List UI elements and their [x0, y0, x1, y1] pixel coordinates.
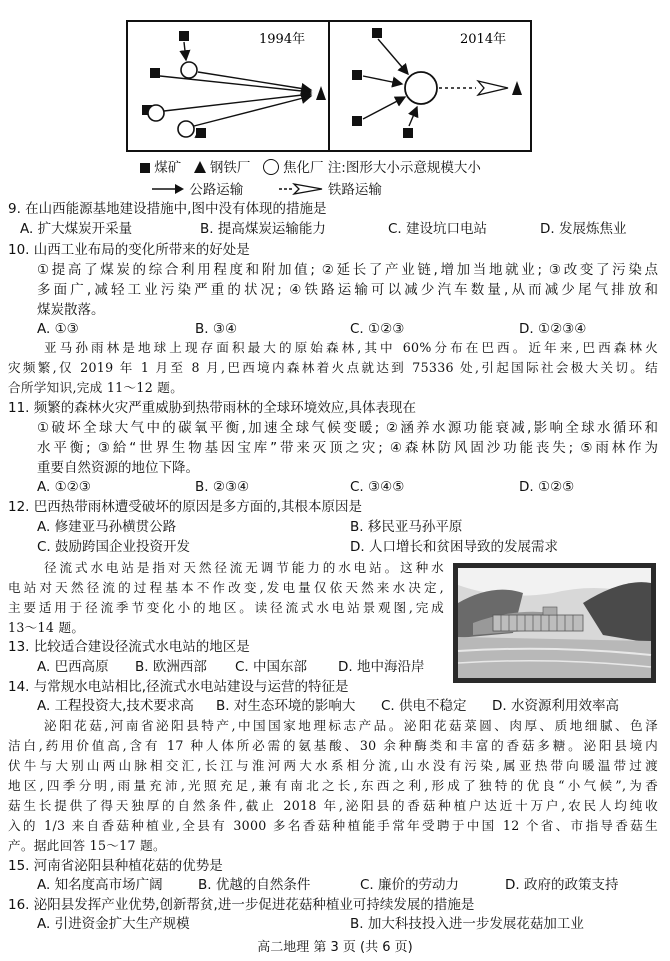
passage2-line2: 电站对天然径流的过程基本不作改变,发电量仅依天然来水决定,	[8, 580, 444, 595]
coal-mine-icon	[352, 116, 362, 126]
q15-option-b[interactable]: B. 优越的自然条件	[198, 877, 311, 893]
industrial-layout-diagram	[126, 20, 532, 152]
legend-coal: 煤矿	[154, 160, 182, 176]
q16-option-b[interactable]: B. 加大科技投入进一步发展花菇加工业	[350, 916, 584, 932]
legend-steel: 钢铁厂	[209, 160, 251, 176]
q13-option-a[interactable]: A. 巴西高原	[37, 659, 109, 675]
q10-option-d[interactable]: D. ①②③④	[519, 321, 587, 337]
legend-row-1	[140, 156, 481, 176]
q9-option-c[interactable]: C. 建设坑口电站	[388, 221, 488, 237]
passage3-line1: 泌阳花菇,河南省泌阳县特产,中国国家地理标志产品。泌阳花菇菜圆、肉厚、质地细腻、色泽	[44, 718, 658, 733]
legend-rail: 铁路运输	[327, 182, 382, 198]
coal-mine-icon	[179, 31, 189, 41]
q9-stem: 9. 在山西能源基地建设措施中,图中没有体现的措施是	[8, 201, 327, 217]
passage3-line6: 入的 1/3 来自香菇种植业,全县有 3000 多名香菇种植能手常年受聘于中国 12 个省、市指导香菇生	[8, 818, 658, 833]
passage3-line5: 菇生长提供了得天独厚的自然条件,截止 2018 年,泌阳县的香菇种植户达近十万户,农民人均纯收	[8, 798, 658, 813]
legend-row-2	[151, 178, 382, 198]
passage2-line3: 主要适用于径流季节变化小的地区。读径流式水电站景观图,完成	[8, 600, 444, 615]
passage1-line3: 合所学知识,完成 11～12 题。	[8, 380, 184, 395]
coal-mine-icon	[150, 68, 160, 78]
q15-option-a[interactable]: A. 知名度高市场广阔	[37, 877, 163, 893]
q11-option-a[interactable]: A. ①②③	[37, 479, 91, 495]
passage2-line4: 13～14 题。	[8, 620, 85, 635]
q10-line2: 多面广,减轻工业污染严重的状况; ④铁路运输可以减少汽车数量,从而减少尾气排放和	[37, 282, 658, 298]
q13-stem: 13. 比较适合建设径流式水电站的地区是	[8, 639, 250, 655]
passage1-line2: 灾频繁,仅 2019 年 1 月至 8 月,巴西境内森林着火点就达到 75336 处,引起国际社会极大关切。结	[8, 360, 658, 375]
legend-coking: 焦化厂	[282, 160, 324, 176]
coking-plant-icon	[181, 62, 197, 78]
q9-option-b[interactable]: B. 提高煤炭运输能力	[200, 221, 326, 237]
q12-stem: 12. 巴西热带雨林遭受破坏的原因是多方面的,其根本原因是	[8, 499, 363, 515]
q11-line2: 水平衡; ③給“世界生物基因宝库”带来灭顶之灾; ④森林防风固沙功能丧失; ⑤雨林作为	[37, 440, 658, 456]
railway-arrow-icon	[478, 81, 508, 95]
q11-line3: 重要自然资源的地位下降。	[37, 460, 199, 476]
q16-stem: 16. 泌阳县发挥产业优势,创新帮贫,进一步促进花菇种植业可持续发展的措施是	[8, 897, 475, 913]
q15-option-d[interactable]: D. 政府的政策支持	[505, 877, 619, 893]
coal-mine-icon	[403, 128, 413, 138]
q13-option-b[interactable]: B. 欧洲西部	[135, 659, 207, 675]
passage2-line1: 径流式水电站是指对天然径流无调节能力的水电站。这种水	[44, 560, 444, 575]
passage3-line2: 洁白,药用价值高,含有 17 种人体所必需的氨基酸、30 余种酶类和丰富的香菇多糖。泌阳县境内	[8, 738, 658, 753]
q16-option-a[interactable]: A. 引进资金扩大生产规模	[37, 916, 190, 932]
coking-plant-icon	[148, 105, 164, 121]
q14-option-b[interactable]: B. 对生态环境的影响大	[216, 698, 356, 714]
year-2014: 2014年	[460, 32, 507, 47]
q11-line1: ①破坏全球大气中的碳氧平衡,加速全球气候变暖; ②涵养水源功能衰减,影响全球水循环和	[37, 420, 658, 436]
q12-option-c[interactable]: C. 鼓励跨国企业投资开发	[37, 539, 191, 555]
q10-line3: 煤炭散落。	[37, 302, 105, 318]
legend-note: 注:图形大小示意规模大小	[327, 160, 481, 176]
panel-1994	[142, 31, 326, 138]
q10-option-a[interactable]: A. ①③	[37, 321, 79, 337]
q14-option-a[interactable]: A. 工程投资大,技术要求高	[37, 698, 194, 714]
steel-plant-icon	[512, 81, 522, 95]
q14-option-c[interactable]: C. 供电不稳定	[381, 698, 467, 714]
q12-option-b[interactable]: B. 移民亚马孙平原	[350, 519, 463, 535]
hydropower-station-photo	[453, 563, 656, 683]
steel-plant-icon	[194, 161, 206, 173]
legend-road: 公路运输	[189, 182, 244, 198]
passage1-line1: 亚马孙雨林是地球上现存面积最大的原始森林,其中 60%分布在巴西。近年来,巴西森林火	[44, 340, 658, 355]
q10-stem: 10. 山西工业布局的变化所带来的好处是	[8, 242, 250, 258]
coking-plant-icon	[263, 159, 279, 175]
passage3-line3: 伏牛与大别山两山脉相交汇,长江与淮河两大水系相分流,山水没有污染,属亚热带向暖温带过渡	[8, 758, 658, 773]
q13-option-d[interactable]: D. 地中海沿岸	[338, 659, 425, 675]
q9-option-a[interactable]: A. 扩大煤炭开采量	[20, 221, 133, 237]
rail-arrow-icon	[278, 183, 324, 195]
coal-mine-icon	[140, 163, 150, 173]
q11-stem: 11. 频繁的森林火灾严重威胁到热带雨林的全球环境效应,具体表现在	[8, 400, 417, 416]
q14-stem: 14. 与常规水电站相比,径流式水电站建设与运营的特征是	[8, 679, 349, 695]
q14-option-d[interactable]: D. 水资源利用效率高	[492, 698, 619, 714]
coking-plant-large-icon	[405, 72, 437, 104]
q12-option-a[interactable]: A. 修建亚马孙横贯公路	[37, 519, 177, 535]
passage3-line7: 产。据此回答 15～17 题。	[8, 838, 166, 853]
year-1994: 1994年	[259, 32, 306, 47]
q11-option-c[interactable]: C. ③④⑤	[350, 479, 405, 495]
q10-option-b[interactable]: B. ③④	[195, 321, 238, 337]
passage3-line4: 地区,四季分明,雨量充沛,光照充足,兼有南北之长,东西之利,形成了独特的优良“小气候”,为香	[8, 778, 658, 793]
q11-option-d[interactable]: D. ①②⑤	[519, 479, 575, 495]
page-footer: 高二地理 第 3 页 (共 6 页)	[257, 940, 413, 955]
q10-option-c[interactable]: C. ①②③	[350, 321, 405, 337]
coal-mine-icon	[372, 28, 382, 38]
q9-option-d[interactable]: D. 发展炼焦业	[540, 221, 627, 237]
q10-line1: ①提高了煤炭的综合利用程度和附加值; ②延长了产业链,增加当地就业; ③改变了污染点	[37, 262, 658, 278]
q11-option-b[interactable]: B. ②③④	[195, 479, 250, 495]
steel-plant-icon	[316, 86, 326, 100]
q15-stem: 15. 河南省泌阳县种植花菇的优势是	[8, 858, 223, 874]
road-arrow-icon	[151, 183, 185, 195]
q12-option-d[interactable]: D. 人口增长和贫困导致的发展需求	[350, 539, 558, 555]
coal-mine-icon	[352, 70, 362, 80]
q15-option-c[interactable]: C. 廉价的劳动力	[360, 877, 460, 893]
q13-option-c[interactable]: C. 中国东部	[235, 659, 308, 675]
coking-plant-icon	[178, 121, 194, 137]
